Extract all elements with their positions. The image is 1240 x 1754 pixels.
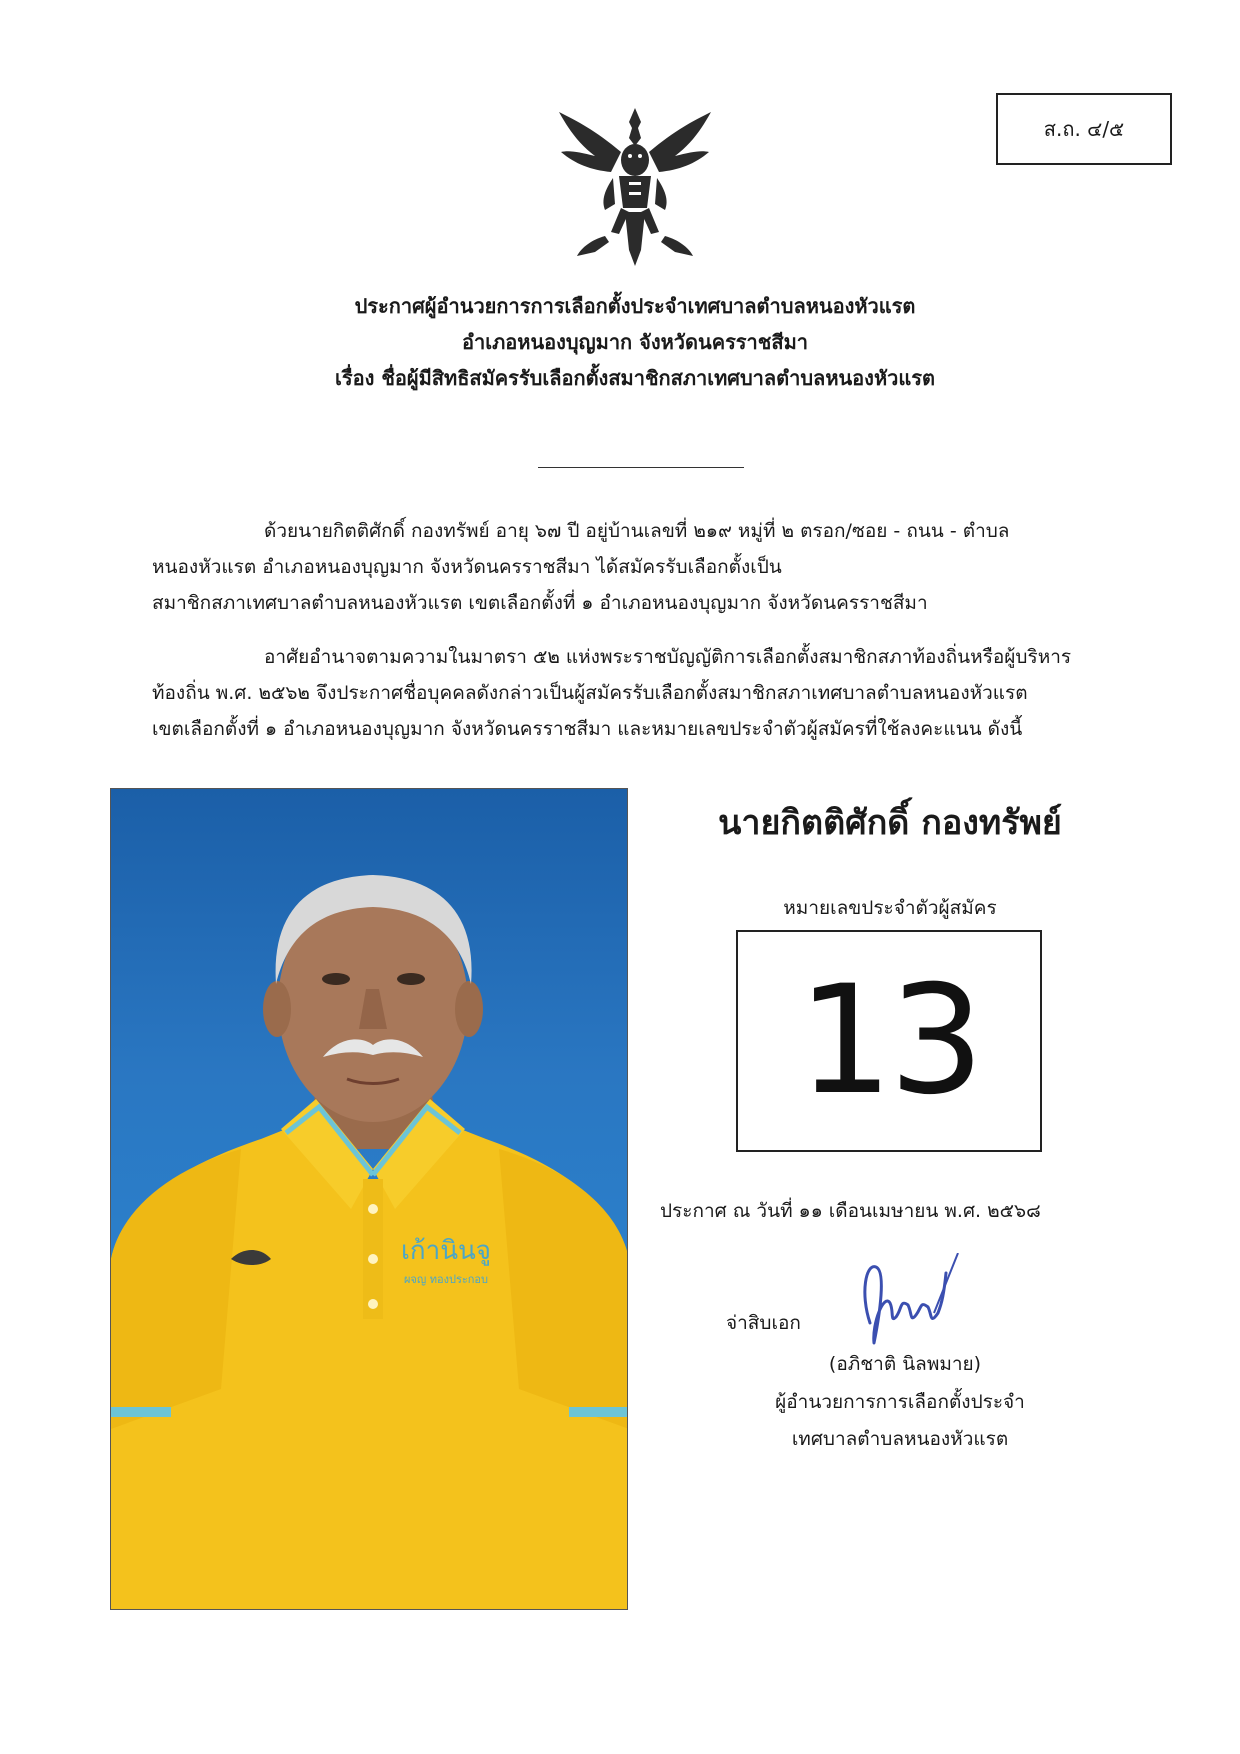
header-line-2: อำเภอหนองบุญมาก จังหวัดนครราชสีมา bbox=[462, 330, 808, 354]
garuda-emblem bbox=[555, 100, 715, 270]
paragraph-1-line-1: ด้วยนายกิตติศักดิ์ กองทรัพย์ อายุ ๖๗ ปี อยู่บ้านเลขที่ ๒๑๙ หมู่ที่ ๒ ตรอก/ซอย - ถนน - ตำบล bbox=[264, 520, 1010, 542]
signatory-rank: จ่าสิบเอก bbox=[726, 1312, 801, 1334]
paragraph-2 bbox=[152, 639, 1092, 747]
announcement-date: ประกาศ ณ วันที่ ๑๑ เดือนเมษายน พ.ศ. ๒๕๖๘ bbox=[660, 1200, 1041, 1222]
paragraph-1-line-3: สมาชิกสภาเทศบาลตำบลหนองหัวแรต เขตเลือกตั้งที่ ๑ อำเภอหนองบุญมาก จังหวัดนครราชสีมา bbox=[152, 592, 928, 614]
signature bbox=[850, 1253, 970, 1363]
header-line-1: ประกาศผู้อำนวยการการเลือกตั้งประจำเทศบาลตำบลหนองหัวแรต bbox=[354, 294, 916, 318]
paragraph-2-line-2: ท้องถิ่น พ.ศ. ๒๕๖๒ จึงประกาศชื่อบุคคลดังกล่าวเป็นผู้สมัครรับเลือกตั้งสมาชิกสภาเทศบาลตำบลหนองหัวแรต bbox=[152, 682, 1028, 704]
form-code: ส.ถ. ๔/๕ bbox=[1043, 117, 1125, 141]
announcement-header bbox=[250, 288, 1020, 396]
candidate-photo bbox=[110, 788, 628, 1610]
candidate-number-label: หมายเลขประจำตัวผู้สมัคร bbox=[783, 897, 997, 919]
header-line-3: เรื่อง ชื่อผู้มีสิทธิสมัครรับเลือกตั้งสมาชิกสภาเทศบาลตำบลหนองหัวแรต bbox=[335, 366, 935, 390]
signatory-position-line-2: เทศบาลตำบลหนองหัวแรต bbox=[791, 1428, 1009, 1450]
signatory-name: (อภิชาติ นิลพมาย) bbox=[828, 1353, 982, 1375]
paragraph-2-line-3: เขตเลือกตั้งที่ ๑ อำเภอหนองบุญมาก จังหวัดนครราชสีมา และหมายเลขประจำตัวผู้สมัครที่ใช้ลงคะแนน ดังนี้ bbox=[152, 718, 1023, 740]
shirt-text-2: ผจญ ทองประกอบ bbox=[403, 1273, 489, 1286]
form-code-box bbox=[996, 93, 1172, 165]
candidate-number-box bbox=[736, 930, 1042, 1152]
signatory-position-line-1: ผู้อำนวยการการเลือกตั้งประจำ bbox=[775, 1391, 1025, 1413]
paragraph-1 bbox=[152, 513, 1092, 621]
paragraph-1-line-2: หนองหัวแรต อำเภอหนองบุญมาก จังหวัดนครราชสีมา ได้สมัครรับเลือกตั้งเป็น bbox=[152, 556, 782, 578]
paragraph-2-line-1: อาศัยอำนาจตามความในมาตรา ๕๒ แห่งพระราชบัญญัติการเลือกตั้งสมาชิกสภาท้องถิ่นหรือผู้บริหาร bbox=[264, 646, 1072, 668]
header-divider bbox=[538, 467, 744, 468]
shirt-text-1: เก้านินจู bbox=[400, 1236, 492, 1266]
candidate-name: นายกิตติศักดิ์ กองทรัพย์ bbox=[718, 803, 1062, 843]
candidate-number: 13 bbox=[797, 954, 981, 1128]
